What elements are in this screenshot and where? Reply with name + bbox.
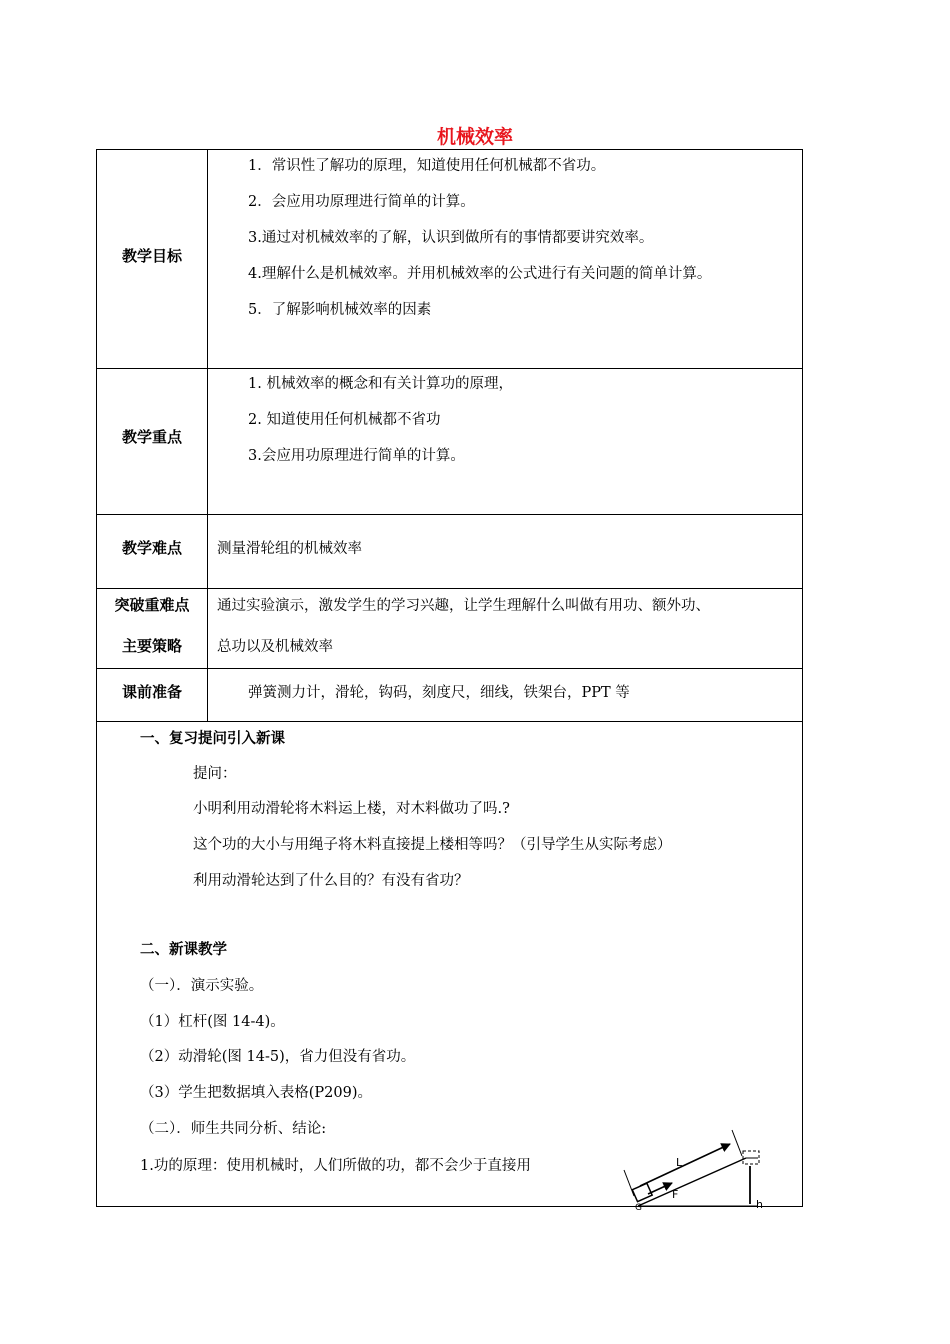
section1-line: 这个功的大小与用绳子将木料直接提上楼相等吗？（引导学生从实际考虑） xyxy=(193,837,672,853)
objective-item: 1．常识性了解功的原理，知道使用任何机械都不省功。 xyxy=(248,158,606,174)
label-G: G xyxy=(635,1203,642,1213)
key-point-item: 2. 知道使用任何机械都不省功 xyxy=(248,412,441,428)
row-divider xyxy=(97,588,802,589)
key-points-label: 教学重点 xyxy=(121,428,182,446)
block xyxy=(632,1183,652,1201)
section1-heading: 一、复习提问引入新课 xyxy=(140,731,285,747)
row-divider xyxy=(97,368,802,369)
preparation-text: 弹簧测力计，滑轮，钩码，刻度尺，细线，铁架台，PPT 等 xyxy=(248,685,630,701)
strategy-label-line1: 突破重难点 xyxy=(114,596,190,614)
section1-line: 提问： xyxy=(193,766,237,782)
preparation-label: 课前准备 xyxy=(121,683,182,701)
length-tick xyxy=(732,1130,742,1156)
section2-line: （1）杠杆(图 14-4)。 xyxy=(140,1014,285,1030)
objective-item: 2．会应用功原理进行简单的计算。 xyxy=(248,194,475,210)
strategy-text-line1: 通过实验演示，激发学生的学习兴趣，让学生理解什么叫做有用功、额外功、 xyxy=(217,598,710,614)
section1-line: 利用动滑轮达到了什么目的？有没有省功？ xyxy=(193,873,469,889)
page-title: 机械效率 xyxy=(436,126,513,148)
column-divider xyxy=(207,150,208,721)
row-divider xyxy=(97,514,802,515)
section2-line: （二）．师生共同分析、结论: xyxy=(140,1121,327,1137)
section1-line: 小明利用动滑轮将木料运上楼，对木料做功了吗.? xyxy=(193,801,510,817)
key-point-item: 3.会应用功原理进行简单的计算。 xyxy=(248,448,465,464)
objective-item: 3.通过对机械效率的了解，认识到做所有的事情都要讲究效率。 xyxy=(248,230,654,246)
section2-line: 1.功的原理：使用机械时，人们所做的功，都不会少于直接用 xyxy=(140,1158,531,1174)
difficulty-text: 测量滑轮组的机械效率 xyxy=(217,541,362,557)
lesson-plan-table xyxy=(96,149,803,1207)
row-divider xyxy=(97,721,802,722)
objective-item: 5．了解影响机械效率的因素 xyxy=(248,302,432,318)
section2-line: （2）动滑轮(图 14-5)，省力但没有省功。 xyxy=(140,1049,416,1065)
label-F: F xyxy=(672,1188,679,1201)
label-h: h xyxy=(756,1198,763,1211)
key-point-item: 1. 机械效率的概念和有关计算功的原理， xyxy=(248,376,513,392)
row-divider xyxy=(97,668,802,669)
section2-line: （3）学生把数据填入表格(P209)。 xyxy=(140,1085,372,1101)
objectives-label: 教学目标 xyxy=(121,247,182,265)
label-L: L xyxy=(676,1156,683,1169)
inclined-plane-diagram xyxy=(618,1124,768,1214)
strategy-text-line2: 总功以及机械效率 xyxy=(217,639,333,655)
difficulty-label: 教学难点 xyxy=(121,539,182,557)
section2-line: （一）．演示实验。 xyxy=(140,978,264,994)
incline-surface xyxy=(638,1158,758,1206)
length-arrow xyxy=(640,1144,730,1186)
strategy-label-line2: 主要策略 xyxy=(121,637,182,655)
section2-heading: 二、新课教学 xyxy=(140,942,227,958)
objective-item: 4.理解什么是机械效率。并用机械效率的公式进行有关问题的简单计算。 xyxy=(248,266,712,282)
